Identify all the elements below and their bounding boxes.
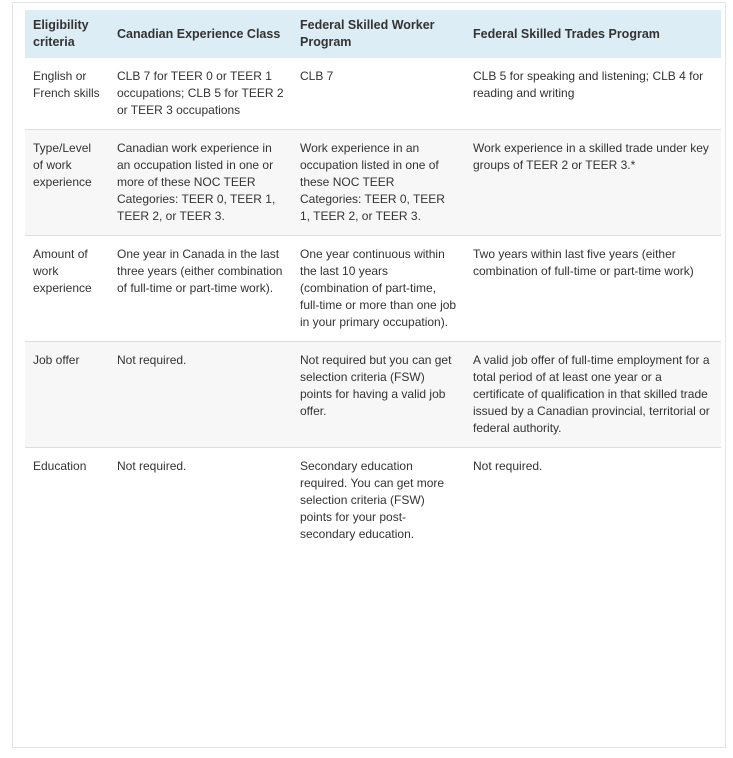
cell-fst: Two years within last five years (either combination of full-time or part-time work) <box>465 236 721 342</box>
row-criteria-label: Job offer <box>25 342 109 448</box>
table-row <box>25 342 721 448</box>
row-criteria-label: English or French skills <box>25 58 109 130</box>
cell-cec: CLB 7 for TEER 0 or TEER 1 occupations; CLB 5 for TEER 2 or TEER 3 occupations <box>109 58 292 130</box>
header-canadian-experience-class: Canadian Experience Class <box>109 10 292 58</box>
table-row <box>25 130 721 236</box>
table-row <box>25 236 721 342</box>
cell-fsw: Secondary education required. You can get more selection criteria (FSW) points for your post-secondary education. <box>300 459 445 541</box>
table-row <box>25 58 721 130</box>
cell-fst: Work experience in a skilled trade under key groups of TEER 2 or TEER 3.* <box>465 130 721 236</box>
header-federal-skilled-worker: Federal Skilled Worker Program <box>292 10 465 58</box>
table-header <box>25 10 721 58</box>
cell-fst: Not required. <box>473 459 543 473</box>
header-federal-skilled-trades: Federal Skilled Trades Program <box>465 10 721 58</box>
row-criteria-label: Education <box>33 459 87 473</box>
header-eligibility-criteria: Eligibility criteria <box>25 10 109 58</box>
cell-cec: Canadian work experience in an occupation listed in one or more of these NOC TEER Categories: TEER 0, TEER 1, TEER 2, or TEER 3. <box>109 130 292 236</box>
header-row <box>25 10 721 58</box>
cell-fsw: CLB 7 <box>292 58 465 130</box>
eligibility-comparison-table <box>25 10 721 553</box>
cell-cec: Not required. <box>117 459 187 473</box>
cell-fsw: Not required but you can get selection criteria (FSW) points for having a valid job offer. <box>292 342 465 448</box>
row-criteria-label: Amount of work experience <box>25 236 109 342</box>
cell-cec: One year in Canada in the last three years (either combination of full-time or part-time work). <box>109 236 292 342</box>
cell-fsw: Work experience in an occupation listed in one of these NOC TEER Categories: TEER 0, TEER 1, TEER 2, or TEER 3. <box>292 130 465 236</box>
cell-fsw: One year continuous within the last 10 years (combination of part-time, full-time or more than one job in your primary occupation). <box>292 236 465 342</box>
cell-fst: A valid job offer of full-time employment for a total period of at least one year or a certificate of qualification in that skilled trade issued by a Canadian provincial, territorial or federal authority. <box>465 342 721 448</box>
table-row <box>25 448 721 554</box>
cell-fst: CLB 5 for speaking and listening; CLB 4 for reading and writing <box>465 58 721 130</box>
cell-cec: Not required. <box>109 342 292 448</box>
row-criteria-label: Type/Level of work experience <box>25 130 109 236</box>
table-body <box>25 58 721 553</box>
